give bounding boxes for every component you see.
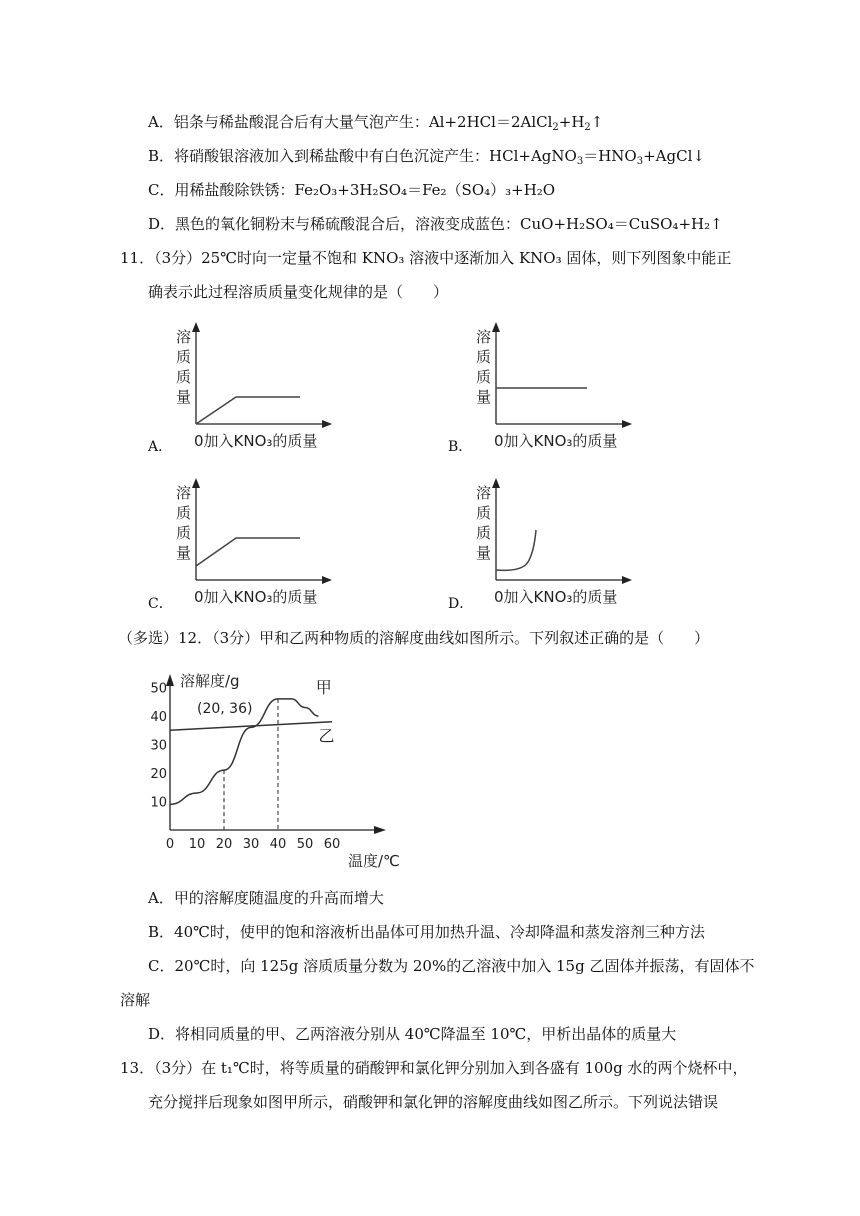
solute-mass-curve [496, 530, 536, 570]
y-axis-label-char: 质 [176, 504, 192, 522]
q10-option-b: B．将硝酸银溶液加入到稀盐酸中有白色沉淀产生：$HCl+AgNO_3=HNO_3+AgCl↓$ [148, 147, 705, 167]
q11-option-a-label: A． [148, 439, 173, 455]
x-axis-label: 0加入KNO₃的质量 [194, 432, 318, 450]
q10-option-d: D．黑色的氧化铜粉末与稀硫酸混合后，溶液变成蓝色：CuO+H₂SO₄＝CuSO₄+H₂↑ [148, 215, 723, 233]
x-tick-label: 50 [296, 837, 314, 852]
y-tick-label: 40 [150, 710, 167, 725]
y-axis-arrow [192, 322, 200, 332]
q12-option-c: C．20℃时，向 125g 溶质质量分数为 20%的乙溶液中加入 15g 乙固体并振荡，有固体不 [148, 957, 755, 975]
q13-stem-line2: 充分搅拌后现象如图甲所示，硝酸钾和氯化钾的溶解度曲线如图乙所示。下列说法错误 [148, 1093, 719, 1111]
q11-graph-a [170, 320, 340, 450]
y-axis-label-char: 量 [176, 388, 192, 406]
y-axis-arrow [192, 478, 200, 488]
q12-option-d: D．将相同质量的甲、乙两溶液分别从 40℃降温至 10℃，甲析出晶体的质量大 [148, 1025, 677, 1043]
q12-option-a: A．甲的溶解度随温度的升高而增大 [148, 889, 384, 907]
y-axis-label-char: 质 [476, 524, 492, 542]
y-axis-label-char: 质 [476, 348, 492, 366]
y-tick-label: 20 [150, 767, 167, 782]
q11-option-b-label: B． [448, 439, 473, 455]
x-axis-arrow [374, 826, 386, 834]
q11-option-d-label: D． [448, 596, 474, 612]
x-tick-label: 40 [269, 837, 287, 852]
y-axis-label-char: 量 [476, 388, 492, 406]
x-axis-label: 0加入KNO₃的质量 [194, 588, 318, 606]
q11-graph-b [470, 320, 640, 450]
point-annotation: (20, 36) [197, 701, 253, 718]
y-tick-label: 50 [150, 681, 167, 697]
q11-graph-d [470, 476, 640, 606]
q11-graph-c [170, 476, 340, 606]
x-axis-arrow [622, 576, 632, 584]
x-axis-label: 0加入KNO₃的质量 [494, 588, 618, 606]
x-tick-label: 60 [323, 837, 341, 852]
q12-solubility-chart [150, 664, 400, 874]
y-axis-label-char: 溶 [476, 484, 492, 502]
x-tick-label: 10 [188, 837, 206, 852]
series-yi-line [170, 722, 332, 731]
y-axis-label-char: 量 [176, 544, 192, 562]
y-axis-label-char: 质 [476, 504, 492, 522]
q11-stem-line1: 11．（3分）25℃时向一定量不饱和 KNO₃ 溶液中逐渐加入 KNO₃ 固体，则下列图象中能正 [120, 249, 732, 267]
y-axis-label-char: 质 [176, 524, 192, 542]
y-tick-label: 30 [150, 738, 167, 754]
x-tick-label: 0 [165, 837, 175, 852]
solute-mass-curve [196, 538, 300, 566]
solute-mass-curve [196, 397, 300, 424]
x-axis-label: 0加入KNO₃的质量 [494, 432, 618, 450]
series-yi-label: 乙 [318, 726, 335, 746]
q12-stem: （多选）12．（3分）甲和乙两种物质的溶解度曲线如图所示。下列叙述正确的是（ ） [118, 629, 710, 647]
q12-option-b: B．40℃时，使甲的饱和溶液析出晶体可用加热升温、冷却降温和蒸发溶剂三种方法 [148, 923, 705, 941]
q11-option-c-label: C． [148, 596, 173, 612]
y-axis-arrow [492, 322, 500, 332]
y-axis-label-char: 质 [176, 368, 192, 386]
y-axis-label-char: 质 [476, 368, 492, 386]
y-axis-label-char: 溶 [176, 328, 192, 346]
y-axis-arrow [166, 674, 174, 686]
series-jia-label: 甲 [315, 678, 332, 698]
q11-stem-line2: 确表示此过程溶质质量变化规律的是（ ） [148, 283, 449, 301]
y-tick-label: 10 [150, 795, 167, 811]
q13-stem-line1: 13．（3分）在 t₁℃时，将等质量的硝酸钾和氯化钾分别加入到各盛有 100g 水的两个烧杯中， [120, 1059, 748, 1077]
y-axis-label: 溶解度/g [180, 672, 240, 690]
x-axis-arrow [622, 420, 632, 428]
y-axis-label-char: 溶 [476, 328, 492, 346]
y-axis-label-char: 溶 [176, 484, 192, 502]
x-axis-arrow [322, 420, 332, 428]
x-axis-label: 温度/℃ [348, 852, 400, 870]
q10-option-a: A．铝条与稀盐酸混合后有大量气泡产生：$Al+2HCl=2AlCl_2+H_2↑$ [148, 113, 604, 133]
q12-option-c-cont: 溶解 [120, 991, 151, 1009]
x-axis-arrow [322, 576, 332, 584]
y-axis-label-char: 量 [476, 544, 492, 562]
y-axis-label-char: 质 [176, 348, 192, 366]
q10-option-c: C．用稀盐酸除铁锈：Fe₂O₃+3H₂SO₄＝Fe₂（SO₄）₃+H₂O [148, 181, 556, 199]
x-tick-label: 20 [215, 837, 233, 852]
x-tick-label: 30 [242, 837, 260, 852]
y-axis-arrow [492, 478, 500, 488]
